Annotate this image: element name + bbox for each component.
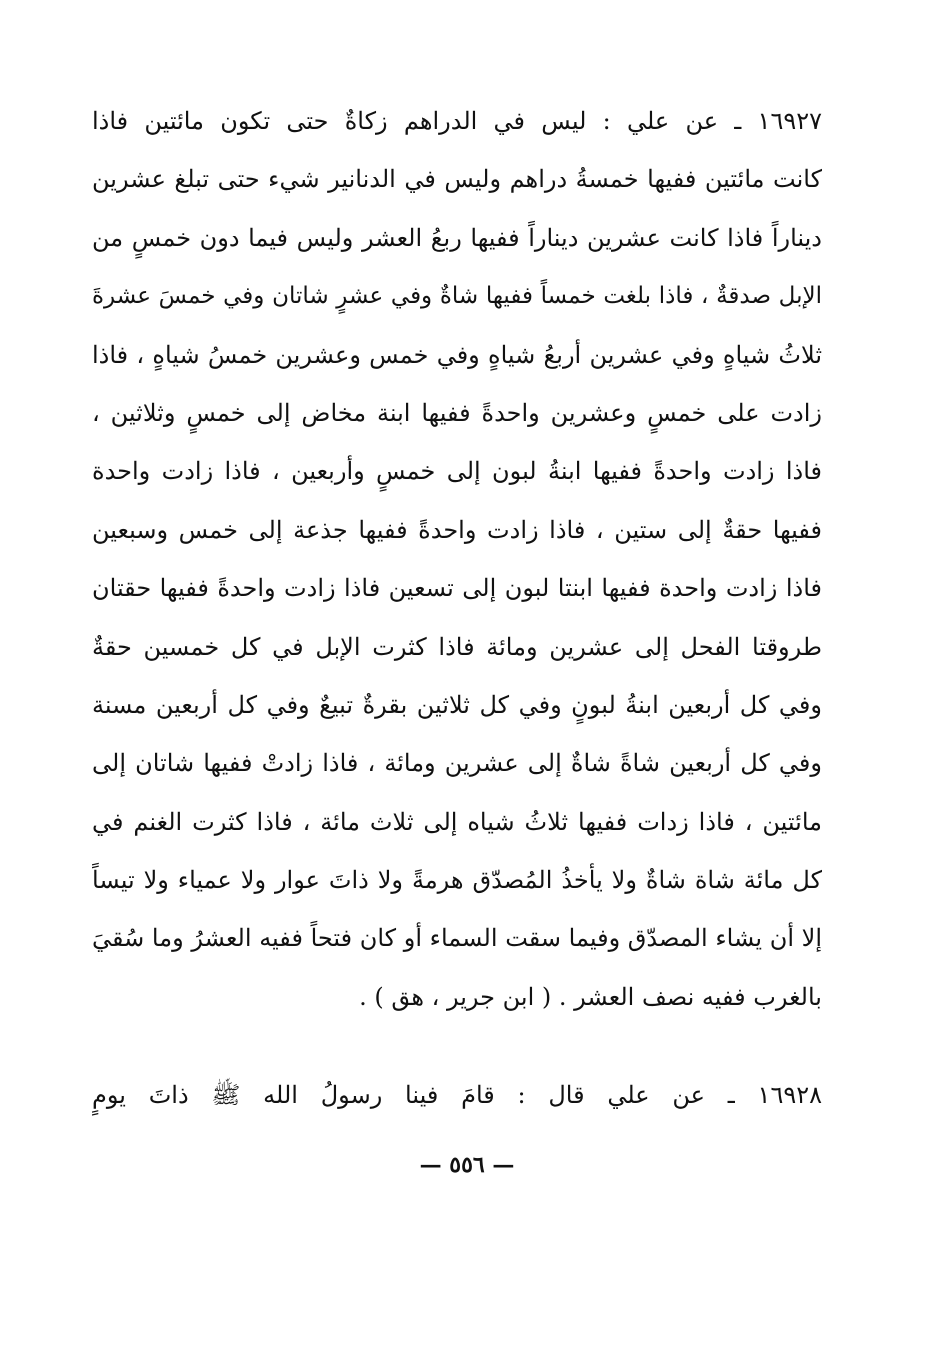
text-line: فاذا زادت واحدةً ففيها ابنةُ لبون إلى خمسٍ وأربعين ، فاذا زادت واحدة [92, 457, 822, 486]
text-line: ديناراً فاذا كانت عشرين ديناراً ففيها ربعُ العشر وليس فيما دون خمسٍ من [92, 223, 822, 252]
text-line: مائتين ، فاذا زدات ففيها ثلاثُ شياه إلى ثلاث مائة ، فاذا كثرت الغنم في [92, 807, 822, 836]
text-line: ففيها حقةٌ إلى ستين ، فاذا زادت واحدةً ففيها جذعة إلى خمس وسبعين [92, 515, 822, 544]
hadith-16928-paragraph [92, 1066, 822, 1124]
hadith-16927-paragraph [92, 92, 822, 1026]
text-line: ١٦٩٢٨ ـ عن علي قال : قامَ فينا رسولُ الله ﷺ ذاتَ يومٍ [92, 1081, 822, 1109]
text-line: طروقتا الفحل إلى عشرين ومائة فاذا كثرت الإبل في كل خمسين حقةٌ [92, 632, 822, 661]
text-line: إلا أن يشاء المصدّق وفيما سقت السماء أو كان فتحاً ففيه العشرُ وما سُقيَ [92, 924, 822, 953]
text-line: الإبل صدقةٌ ، فاذا بلغت خمساً ففيها شاةٌ وفي عشرٍ شاتان وفي خمسَ عشرةَ [92, 283, 822, 310]
text-line: بالغرب ففيه نصف العشر . ( ابن جرير ، هق ) . [359, 982, 822, 1011]
text-line: فاذا زادت واحدة ففيها ابنتا لبون إلى تسعين فاذا زادت واحدةً ففيها حقتان [92, 574, 822, 603]
text-line: كانت مائتين ففيها خمسةُ دراهم وليس في الدنانير شيء حتى تبلغ عشرين [92, 165, 822, 194]
text-line: زادت على خمسٍ وعشرين واحدةً ففيها ابنة مخاض إلى خمسٍ وثلاثين ، [92, 398, 822, 427]
text-line: وفي كل أربعين شاةً شاةٌ إلى عشرين ومائة ، فاذا زادتْ ففيها شاتان إلى [92, 749, 822, 778]
text-line: ثلاثُ شياهٍ وفي عشرين أربعُ شياهٍ وفي خمس وعشرين خمسُ شياهٍ ، فاذا [92, 340, 822, 369]
text-line: ١٦٩٢٧ ـ عن علي : ليس في الدراهم زكاةٌ حتى تكون مائتين فاذا [92, 107, 822, 135]
page-number: — ٥٥٦ — [419, 1152, 515, 1178]
text-line: كل مائة شاة شاةٌ ولا يأخذُ المُصدّق هرمةً ولا ذاتَ عوار ولا عمياء ولا تيساً [92, 866, 822, 895]
text-line: وفي كل أربعين ابنةُ لبونٍ وفي كل ثلاثين بقرةٌ تبيعٌ وفي كل أربعين مسنة [92, 690, 822, 719]
